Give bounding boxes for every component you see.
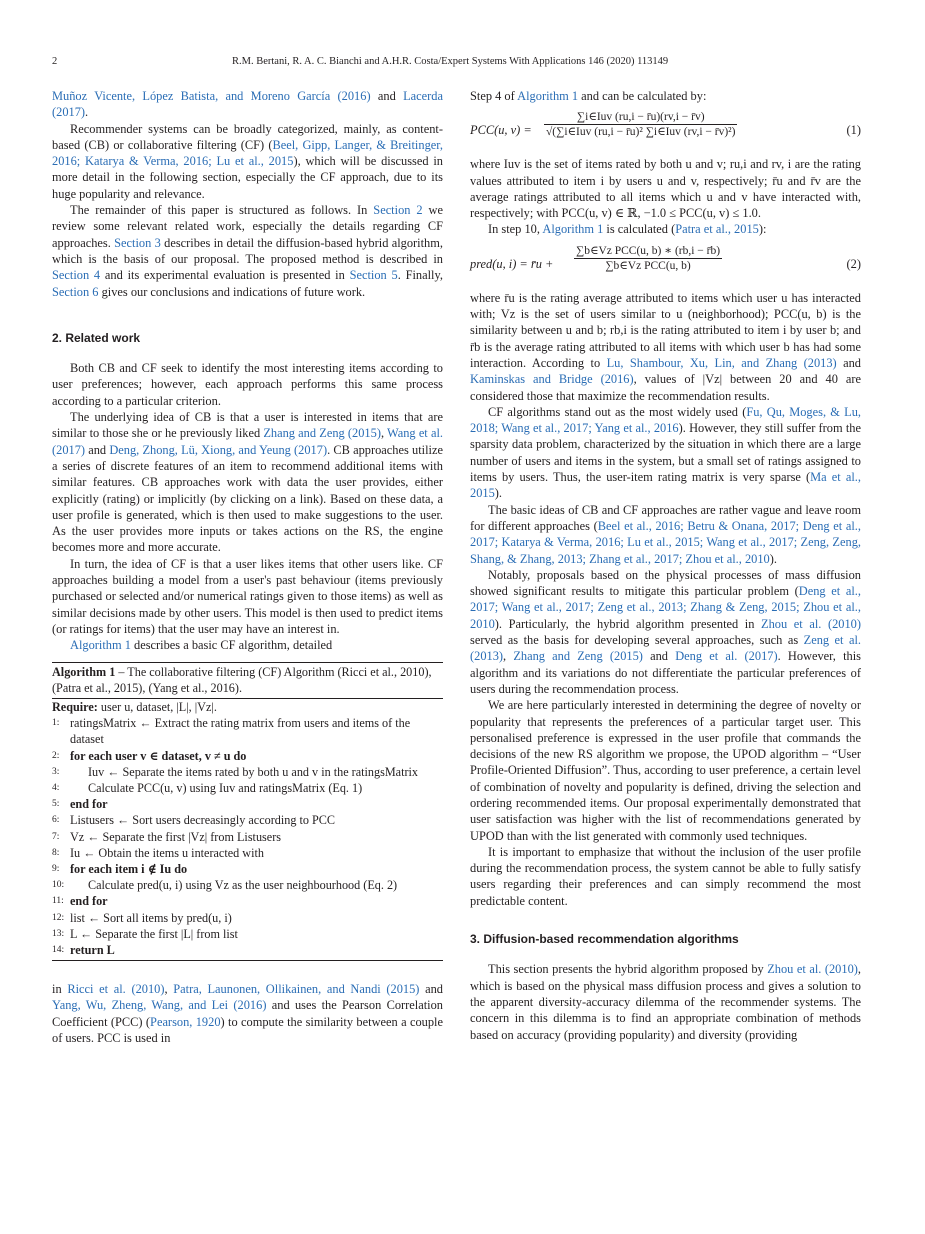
- algorithm-line: [52, 845, 443, 861]
- citation-link[interactable]: Kaminskas and Bridge (2016): [470, 372, 634, 387]
- text: and: [370, 89, 404, 103]
- citation-link[interactable]: Wang et al. (2017): [52, 426, 443, 457]
- algorithm-link[interactable]: Algorithm 1: [542, 222, 604, 237]
- text: and can be calculated by:: [578, 89, 707, 103]
- line-text: list ← Sort all items by pred(u, i): [70, 910, 232, 925]
- citation-link[interactable]: Beel et al., 2016; Betru & Onana, 2017; Deng et al., 2017; Katarya & Verma, 2016; Lu et al., 2015; Wang et al., 2017; Zeng, Zeng, Shang, & Zhang, 2013; Zhang et al., 2017; Zhou et al., 2010: [470, 518, 861, 566]
- citation-link[interactable]: Patra et al., 2015: [675, 222, 759, 237]
- paragraph-cf-idea: In turn, the idea of CF is that a user likes items that other users like. CF approaches building a model from a user's past behaviour (items previously purchased or selected and/or numerical ratings given to those items) as well as similar decisions made by other users. This model is then used to predict items (or ratings for items) that the user may have an interest in.: [52, 556, 443, 636]
- algorithm-line: [52, 796, 443, 812]
- equation-pred: [470, 244, 861, 284]
- citation-link[interactable]: Deng et al. (2017): [675, 649, 778, 664]
- line-number: 6:: [52, 815, 60, 826]
- text: In step 10,: [488, 222, 543, 237]
- line-number: 11:: [52, 896, 64, 907]
- paragraph-algorithm-intro: [52, 637, 443, 653]
- text: . CB approaches utilize a series of discrete features of an item to recommend additional items with similar features. CB approaches work with data the user provides, either explicitly (rating) or implicitly (by clicking on a link). Based on these data, a user profile is generated, which is then used to make suggestions to the user. As the user provides more inputs or takes actions on the RS, the engine becomes more and more accurate.: [52, 442, 443, 555]
- left-column: [52, 88, 443, 1046]
- equation-numerator: ∑b∈Vz PCC(u, b) ∗ (rb,i − r̄b): [576, 244, 721, 257]
- citation-link[interactable]: Pearson, 1920: [150, 1014, 221, 1029]
- text: and: [642, 649, 676, 664]
- text: ,: [503, 649, 514, 664]
- paragraph-step10: [470, 221, 861, 237]
- algorithm-line: [52, 764, 443, 780]
- line-number: 13:: [52, 928, 65, 939]
- citation-link[interactable]: Zhou et al. (2010): [767, 962, 858, 977]
- text: The basic ideas of CB and CF approaches are rather vague and leave room for different approaches (: [470, 502, 861, 533]
- text: The underlying idea of CB is that a user is interested in items that are similar to those she or he previously liked: [52, 410, 443, 441]
- text: ).: [769, 551, 777, 566]
- equation-numerator: ∑i∈Iuv (ru,i − r̄u)(rv,i − r̄v): [544, 110, 737, 125]
- line-number: 8:: [52, 847, 60, 858]
- text: ,: [164, 982, 174, 997]
- algorithm-link[interactable]: Algorithm 1: [517, 89, 579, 103]
- citation-link[interactable]: Zhou et al. (2010): [761, 616, 862, 631]
- paragraph-cb-cf: Both CB and CF seek to identify the most interesting items according to user preferences; however, each approach performs this same process according to a particular criterion.: [52, 361, 443, 408]
- algorithm-caption: – The collaborative filtering (CF) Algorithm (Ricci et al., 2010), (Patra et al., 2015), (Yang et al., 2016).: [52, 664, 432, 695]
- text: describes in detail the diffusion-based hybrid algorithm, which is the basis of our proposal. The proposed method is described in: [52, 235, 443, 266]
- line-text: return L: [70, 942, 115, 957]
- citation-link[interactable]: Yang, Wu, Zheng, Wang, and Lei (2016): [52, 998, 267, 1013]
- citation-link[interactable]: Ma et al., 2015: [470, 470, 862, 501]
- text: . Finally,: [397, 268, 443, 283]
- text: ):: [758, 222, 767, 237]
- text: , which is based on the physical mass diffusion process and gives a solution to the apparent diversity-accuracy dilemma of the recommender systems. The concern in this dilemma is to find an appropriate combination of methods based on accuracy (providing popularity) and diversity (providing: [470, 962, 861, 1042]
- text: The remainder of this paper is structured as follows. In: [70, 203, 374, 218]
- section-link[interactable]: Section 2: [373, 203, 423, 218]
- text: This section presents the hybrid algorithm proposed by: [488, 962, 768, 977]
- algorithm-title: [52, 663, 443, 699]
- citation-link[interactable]: Ricci et al. (2010): [67, 982, 165, 997]
- citation-link[interactable]: Fu, Qu, Moges, & Lu, 2018; Wang et al., 2017; Yang et al., 2016: [470, 404, 861, 436]
- algorithm-line: [52, 748, 443, 764]
- require-text: user u, dataset, |L|, |Vz|.: [97, 699, 217, 714]
- text: and: [85, 442, 110, 457]
- text: Step 4 of: [470, 89, 518, 103]
- algorithm-line: [52, 829, 443, 845]
- algorithm-line: [52, 910, 443, 926]
- algorithm-line: [52, 942, 443, 960]
- line-text: end for: [70, 894, 108, 909]
- algorithm-link[interactable]: Algorithm 1: [70, 638, 131, 653]
- text: and: [836, 355, 862, 370]
- paragraph-rs-categories: [52, 121, 443, 202]
- algorithm-require: [52, 699, 443, 715]
- line-text: Iuv ← Separate the items rated by both u and v in the ratingsMatrix: [88, 764, 418, 779]
- section-link[interactable]: Section 5: [349, 268, 398, 283]
- text: in: [52, 982, 68, 997]
- text: describes a basic CF algorithm, detailed: [130, 638, 333, 653]
- text: and uses the Pearson Correlation Coefficient (PCC) (: [52, 998, 444, 1029]
- line-text: ratingsMatrix ← Extract the rating matrix from users and items of the dataset: [70, 716, 411, 747]
- text: and: [419, 982, 443, 997]
- text: . However, this algorithm and its variations do not differentiate the particular preferences of users during the recommendation process.: [470, 649, 861, 696]
- line-number: 7:: [52, 831, 60, 842]
- line-text: Vz ← Separate the first |Vz| from Listusers: [70, 829, 281, 844]
- paragraph-pred-definition: [470, 290, 861, 404]
- text: ).: [494, 486, 503, 501]
- line-text: Iu ← Obtain the items u interacted with: [70, 845, 264, 860]
- equation-fraction: [544, 110, 737, 140]
- line-number: 2:: [52, 750, 60, 761]
- algorithm-line: [52, 812, 443, 828]
- text: Notably, proposals based on the physical processes of mass diffusion showed significant results to mitigate this particular problem (: [470, 567, 861, 599]
- citation-link[interactable]: Beel, Gipp, Langer, & Breitinger, 2016; Katarya & Verma, 2016; Lu et al., 2015: [52, 137, 443, 169]
- require-label: Require:: [52, 699, 98, 714]
- text: ). However, they still suffer from the sparsity data problem, characterized by the situation in which there are a large number of users and items in the system, but a small set of ratings assigned to items by users. Thus, the user-item rating matrix is very sparse (: [470, 421, 861, 485]
- equation-lhs: PCC(u, v) =: [470, 123, 532, 138]
- text: ). Particularly, the hybrid algorithm presented in: [494, 616, 762, 631]
- citation-link[interactable]: Muñoz Vicente, López Batista, and Moreno García (2016): [52, 89, 371, 103]
- text: CF algorithms stand out as the most widely used (: [488, 404, 747, 419]
- paragraph-approaches: [470, 502, 861, 567]
- paragraph-step4: [470, 88, 861, 104]
- line-number: 5:: [52, 799, 60, 810]
- equation-denominator: ∑b∈Vz PCC(u, b): [605, 259, 691, 272]
- line-text: Calculate PCC(u, v) using Iuv and ratingsMatrix (Eq. 1): [88, 780, 363, 795]
- paragraph-cf-sparsity: [470, 404, 861, 502]
- text: where r̄u is the rating average attributed to items which user u has interacted with; Vz is the set of users similar to u (neighborhood); PCC(u, b) is the similarity between u and b; rb,i is the rating attributed to item i by user b; and r̄b is the average rating attributed to all items with which user b has had some interaction. According to: [470, 290, 861, 370]
- section-heading-related-work: 2. Related work: [52, 330, 141, 345]
- equation-denominator: √(∑i∈Iuv (ru,i − r̄u)² ∑i∈Iuv (rv,i − r̄v)²): [546, 126, 736, 139]
- text: , values of |Vz| between 20 and 40 are considered those that maximize the recommendation results.: [470, 372, 861, 403]
- line-text: for each user v ∈ dataset, v ≠ u do: [70, 748, 247, 763]
- line-number: 14:: [52, 944, 65, 955]
- algorithm-line: [52, 926, 443, 942]
- text: ) to compute the similarity between a couple of users. PCC is used in: [52, 1014, 443, 1046]
- algorithm-box: [52, 662, 443, 962]
- paragraph-mass-diffusion: [470, 567, 861, 697]
- line-number: 10:: [52, 880, 65, 891]
- section-link[interactable]: Section 4: [52, 268, 101, 283]
- citation-link[interactable]: Zeng et al. (2013): [470, 633, 861, 664]
- citation-link[interactable]: Zhang and Zeng (2015): [263, 426, 381, 441]
- algorithm-line: [52, 861, 443, 877]
- right-column: [470, 88, 861, 1043]
- paragraph-cb-idea: [52, 409, 443, 556]
- equation-number: (2): [846, 256, 861, 271]
- text: ,: [380, 426, 388, 441]
- citation-link[interactable]: Patra, Launonen, Ollikainen, and Nandi (2015): [173, 982, 420, 997]
- line-text: L ← Separate the first |L| from list: [70, 926, 238, 941]
- paragraph-pcc-definition: where Iuv is the set of items rated by both u and v; ru,i and rv, i are the rating values attributed to item i by users u and v, respectively; r̄u and r̄v are the average ratings attributed to all items which u and v have interacted with, respectively; with PCC(u, v) ∈ ℝ, −1.0 ≤ PCC(u, v) ≤ 1.0.: [470, 157, 861, 221]
- algorithm-line: [52, 893, 443, 909]
- equation-pcc: [470, 110, 861, 150]
- line-text: Calculate pred(u, i) using Vz as the user neighbourhood (Eq. 2): [88, 878, 398, 893]
- citation-link[interactable]: Deng et al., 2017; Wang et al., 2017; Zeng et al., 2013; Zhang & Zeng, 2015; Zhou et al., 2010: [470, 584, 861, 631]
- line-number: 3:: [52, 766, 60, 777]
- line-number: 4:: [52, 782, 60, 793]
- algorithm-line: [52, 780, 443, 796]
- equation-lhs: pred(u, i) = r̄u +: [470, 256, 554, 271]
- paragraph-upod: We are here particularly interested in determining the degree of novelty or popularity that represents the preferences of a particular target user. This personalised preference is expressed in the user profile that commands the decisions of the new RS algorithm we propose, the UPOD algorithm – “User Profile-Oriented Diffusion”. Thus, according to user preference, a certain level of combination of novelty and popularity is defined, driving the selection and ordering recommended items. Our proposal experimentally demonstrated that user satisfaction was higher with the list of recommendations generated by UPOD than with the list generated with commonly used techniques.: [470, 698, 861, 843]
- line-text: for each item i ∉ Iu do: [70, 861, 188, 876]
- citation-link[interactable]: Lacerda (2017): [52, 89, 443, 120]
- text: and its experimental evaluation is presented in: [100, 268, 350, 283]
- paragraph-hybrid-algorithm: [470, 961, 861, 1042]
- equation-number: (1): [846, 123, 861, 138]
- text: .: [85, 105, 89, 120]
- algorithm-line: [52, 877, 443, 893]
- algorithm-label: Algorithm 1: [52, 664, 116, 679]
- line-number: 12:: [52, 912, 65, 923]
- text: gives our conclusions and indications of future work.: [98, 284, 366, 299]
- line-number: 9:: [52, 863, 60, 874]
- text: we review some relevant related work, especially the details regarding CF approaches.: [52, 203, 443, 250]
- paragraph-pcc: [52, 981, 443, 1046]
- section-link[interactable]: Section 3: [114, 235, 161, 250]
- paragraph-user-profile: It is important to emphasize that without the inclusion of the user profile during the recommendation process, the system cannot be able to fully satisfy users regarding their preferences and can simply recommend the most predictable content.: [470, 844, 861, 908]
- running-title: R.M. Bertani, R. A. C. Bianchi and A.H.R. Costa/Expert Systems With Applications 146 (2020) 113149: [232, 56, 669, 67]
- citation-link[interactable]: Zhang and Zeng (2015): [513, 649, 643, 664]
- text: Recommender systems can be broadly categorized, mainly, as content-based (CB) or collaborative filtering (CF) (: [52, 121, 443, 152]
- algorithm-line: [52, 715, 443, 747]
- citation-link[interactable]: Deng, Zhong, Lü, Xiong, and Yeung (2017): [109, 442, 328, 457]
- text: ), which will be discussed in more detail in the following section, especially the CF approach, due to its huge popularity and relevance.: [52, 154, 443, 201]
- paragraph-structure: [52, 202, 443, 300]
- page-number: 2: [52, 56, 58, 67]
- text: served as the basis for developing several approaches, such as: [470, 633, 804, 648]
- section-heading-diffusion: 3. Diffusion-based recommendation algorithms: [470, 932, 739, 947]
- text: is calculated (: [603, 222, 676, 237]
- line-text: end for: [70, 797, 108, 812]
- equation-fraction: [574, 244, 722, 274]
- line-text: Listusers ← Sort users decreasingly according to PCC: [70, 813, 336, 828]
- citation-link[interactable]: Lu, Shambour, Xu, Lin, and Zhang (2013): [606, 355, 837, 370]
- line-number: 1:: [52, 718, 60, 729]
- section-link[interactable]: Section 6: [52, 284, 99, 299]
- paragraph-continuation: [52, 88, 443, 121]
